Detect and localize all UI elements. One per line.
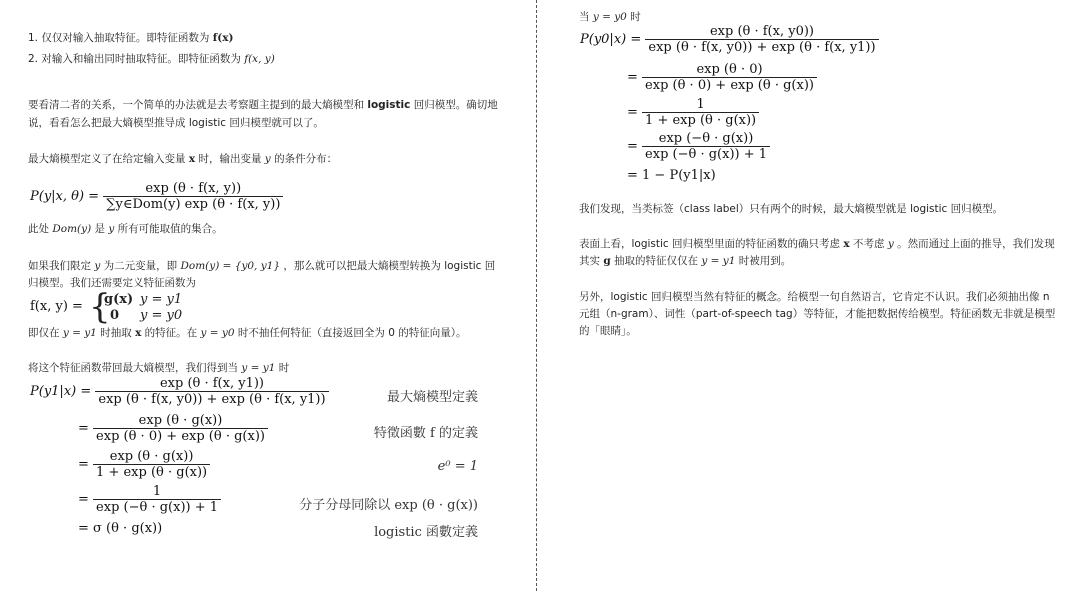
derivation-fraction: [95, 376, 328, 407]
annotation-max-entropy-definition: 最大熵模型定義: [386, 390, 478, 405]
math-condition: y = y1: [241, 362, 276, 374]
when-y0-line: [579, 9, 641, 25]
fraction-numerator: exp (θ · 0): [696, 62, 763, 77]
feature-case-2-condition: y = y0: [140, 308, 183, 323]
equals-sign: =: [627, 139, 638, 154]
fraction-numerator: 1: [152, 484, 162, 499]
text-span: 时抽取: [100, 327, 132, 339]
y0-step-2: [627, 62, 817, 93]
derivation-fraction: [642, 97, 759, 128]
derivation-step-3: [78, 449, 210, 480]
equation-numerator: exp (θ · f(x, y)): [145, 181, 242, 196]
math-condition: y = y0: [592, 11, 627, 23]
text-span: 当: [579, 11, 590, 23]
equals-sign: =: [78, 492, 89, 507]
right-paragraph-1: 我们发现，当类标签（class label）只有两个的时候，最大熵模型就是 logistic 回归模型。: [579, 203, 1004, 215]
derivation-fraction: [645, 24, 878, 55]
right-paragraph-2-line-2: [579, 253, 791, 269]
math-dom-set: Dom(y) = {y0, y1}: [180, 260, 281, 272]
fraction-denominator: exp (−θ · g(x)) + 1: [642, 146, 770, 162]
text-span-bold: logistic: [367, 99, 411, 111]
math-dom: Dom(y): [52, 223, 92, 235]
paragraph-5: [28, 360, 289, 376]
list-item-1: [28, 30, 233, 46]
math-y: y: [94, 260, 101, 272]
text-span: 抽取的特征仅仅在: [614, 255, 699, 267]
text-span: 的特征。在: [144, 327, 198, 339]
derivation-fraction: [93, 484, 221, 515]
text-span: 表面上看，logistic 回归模型里面的特征函数的确只考虑: [579, 238, 841, 250]
fraction-numerator: exp (θ · g(x)): [109, 449, 194, 464]
y0-step-1: [580, 24, 879, 55]
derivation-lhs: P(y1|x) =: [30, 384, 92, 399]
text-span: 时，输出变量: [198, 153, 262, 165]
math-x: x: [135, 327, 142, 339]
equation-lhs: P(y|x, θ) =: [30, 189, 100, 204]
text-span: 即仅在: [28, 327, 60, 339]
text-span: 所有可能取值的集合。: [117, 223, 223, 235]
paragraph-1-line-2: 说，看看怎么把最大熵模型推导成 logistic 回归模型就可以了。: [28, 117, 324, 129]
equals-sign: =: [78, 457, 89, 472]
text-span: ，那么就可以把最大熵模型转换为 logistic 回: [283, 260, 496, 272]
math-y: y: [887, 238, 894, 250]
text-span: 时: [278, 362, 290, 374]
annotation-divide: 分子分母同除以 exp (θ · g(x)): [299, 498, 478, 513]
derivation-fraction: [93, 449, 210, 480]
feature-case-2-value: 0: [110, 308, 120, 323]
equation-denominator: ∑y∈Dom(y) exp (θ · f(x, y)): [103, 196, 283, 212]
list-item-2: [28, 51, 275, 67]
fraction-denominator: exp (θ · 0) + exp (θ · g(x)): [93, 428, 268, 444]
right-paragraph-3-line-2: 元组（n-gram）、词性（part-of-speech tag）等特征，才能把数据传给模型。特征函数无非就是模型: [579, 308, 1056, 320]
annotation-feature-definition: 特徵函數 f 的定義: [373, 426, 478, 441]
derivation-step-4: [78, 484, 221, 515]
paragraph-4: [28, 325, 467, 341]
derivation-fraction: [93, 413, 268, 444]
fraction-denominator: exp (θ · f(x, y0)) + exp (θ · f(x, y1)): [95, 391, 328, 407]
list-item-1-math: f(x): [212, 32, 234, 44]
y0-step-5: = 1 − P(y1|x): [627, 168, 716, 183]
math-g: g: [603, 255, 611, 267]
paragraph-2: [28, 151, 337, 167]
text-span: 时被用到。: [738, 255, 792, 267]
fraction-denominator: 1 + exp (θ · g(x)): [642, 112, 759, 128]
fraction-denominator: exp (θ · 0) + exp (θ · g(x)): [642, 77, 817, 93]
fraction-numerator: exp (−θ · g(x)): [658, 131, 754, 146]
derivation-step-2: [78, 413, 268, 444]
text-span: 如果我们限定: [28, 260, 91, 272]
right-paragraph-2-line-1: [579, 236, 1055, 252]
fraction-numerator: exp (θ · f(x, y1)): [159, 376, 264, 391]
feature-case-1-value: g(x): [104, 292, 134, 307]
equation-fraction: [103, 181, 283, 212]
domain-definition: [28, 221, 223, 237]
math-condition: y = y1: [701, 255, 736, 267]
text-span: 不考虑: [853, 238, 885, 250]
annotation-e-zero: e⁰ = 1: [437, 459, 478, 474]
y0-step-3: [627, 97, 759, 128]
math-x: x: [843, 238, 850, 250]
text-span: 要看清二者的关系，一个简单的办法就是去考察题主提到的最大熵模型和: [28, 99, 364, 111]
fraction-numerator: exp (θ · g(x)): [138, 413, 223, 428]
derivation-fraction: [642, 131, 770, 162]
list-item-2-math: f(x, y): [244, 53, 275, 65]
fraction-numerator: 1: [696, 97, 705, 112]
derivation-step-1: [30, 376, 329, 407]
list-item-2-text: 2. 对输入和输出同时抽取特征。即特征函数为: [28, 53, 241, 65]
equals-sign: =: [627, 70, 638, 85]
equals-sign: =: [78, 421, 89, 436]
text-span: 的条件分布：: [274, 153, 338, 165]
fraction-denominator: exp (−θ · g(x)) + 1: [93, 499, 221, 515]
math-condition: y = y1: [62, 327, 97, 339]
fraction-denominator: exp (θ · f(x, y0)) + exp (θ · f(x, y1)): [645, 39, 878, 55]
derivation-step-5: = σ (θ · g(x)): [78, 521, 163, 536]
text-span: 是: [94, 223, 106, 235]
fraction-denominator: 1 + exp (θ · g(x)): [93, 464, 210, 480]
paragraph-1-line-1: [28, 97, 498, 113]
text-span: 。然而通过上面的推导，我们发现: [897, 238, 1055, 250]
y0-step-4: [627, 131, 770, 162]
right-paragraph-3-line-1: 另外，logistic 回归模型当然有特征的概念。给模型一句自然语言，它肯定不认识。我们必须抽出像 n: [579, 291, 1050, 303]
feature-case-1-condition: y = y1: [140, 292, 183, 307]
paragraph-3-line-1: [28, 258, 495, 274]
math-x: x: [188, 153, 196, 165]
max-entropy-equation: [30, 181, 283, 212]
text-span: 时不抽任何特征（直接返回全为 0 的特征向量）。: [237, 327, 467, 339]
math-y: y: [264, 153, 271, 165]
annotation-logistic-definition: logistic 函數定義: [374, 525, 478, 540]
feature-function-lhs: f(x, y) =: [30, 299, 83, 314]
derivation-fraction: [642, 62, 817, 93]
derivation-lhs: P(y0|x) =: [580, 32, 642, 47]
list-item-1-text: 1. 仅仅对输入抽取特征。即特征函数为: [28, 32, 210, 44]
math-condition: y = y0: [200, 327, 235, 339]
text-span: 最大熵模型定义了在给定输入变量: [28, 153, 186, 165]
text-span: 为二元变量，即: [103, 260, 178, 272]
text-span: 此处: [28, 223, 49, 235]
paragraph-3-line-2: 归模型。我们还需要定义特征函数为: [28, 277, 196, 289]
left-brace: {: [89, 287, 111, 327]
text-span: 时: [630, 11, 641, 23]
text-span: 回归模型。确切地: [413, 99, 498, 111]
right-paragraph-3-line-3: 的「眼睛」。: [579, 325, 637, 337]
equals-sign: =: [627, 105, 638, 120]
text-span: 将这个特征函数带回最大熵模型，我们得到当: [28, 362, 238, 374]
fraction-numerator: exp (θ · f(x, y0)): [709, 24, 814, 39]
text-span: 其实: [579, 255, 600, 267]
math-y: y: [108, 223, 115, 235]
right-page: [541, 0, 1080, 591]
